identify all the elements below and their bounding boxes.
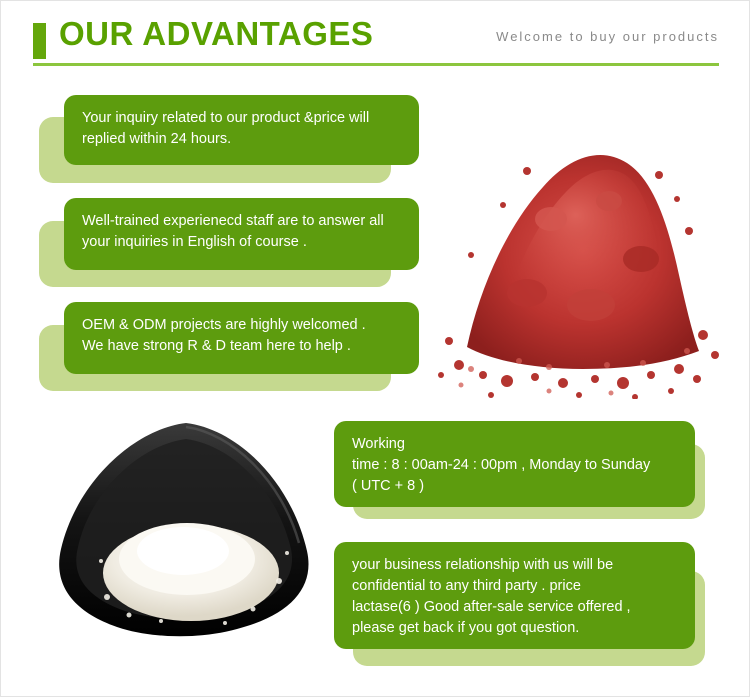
bubble-line: Well-trained experienecd staff are to answer all — [82, 213, 384, 229]
bubble-line: ( UTC + 8 ) — [352, 478, 425, 495]
bubble-inquiry-response — [64, 95, 419, 165]
red-powder-photo — [431, 79, 719, 399]
page-header — [33, 11, 719, 63]
bubble-confidentiality — [334, 542, 695, 649]
page-title: OUR ADVANTAGES — [59, 15, 374, 52]
bubble-line: lactase(6 ) Good after-sale service offered , — [352, 599, 631, 616]
bubble-line: replied within 24 hours. — [82, 131, 232, 148]
bubble-trained-staff — [64, 198, 419, 270]
bubble-line: Working — [352, 436, 405, 452]
bubble-line: Your inquiry related to our product &price will — [82, 110, 370, 126]
bubble-working-time — [334, 421, 695, 507]
bubble-line: your inquiries in English of course . — [82, 234, 307, 251]
header-subtitle: Welcome to buy our products — [496, 29, 719, 44]
title-accent-bar — [33, 23, 46, 59]
bubble-line: your business relationship with us will be — [352, 557, 614, 573]
bubble-line: confidential to any third party . price — [352, 578, 581, 595]
bubble-line: OEM & ODM projects are highly welcomed . — [82, 317, 366, 333]
bubble-line: please get back if you got question. — [352, 620, 580, 637]
bubble-oem-odm — [64, 302, 419, 374]
header-divider — [33, 63, 719, 66]
bubble-line: We have strong R & D team here to help . — [82, 338, 351, 355]
white-powder-photo — [41, 401, 331, 681]
bubble-line: time : 8 : 00am-24 : 00pm , Monday to Sunday — [352, 457, 651, 474]
